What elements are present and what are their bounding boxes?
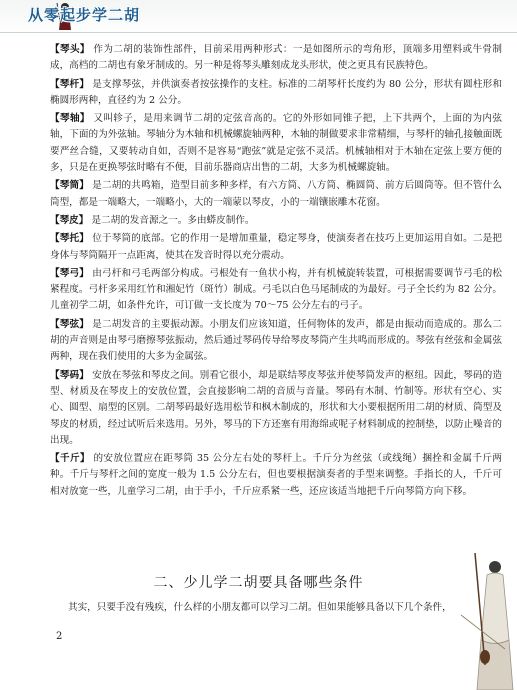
- paragraph-text: 是二胡的共鸣箱，造型目前多种多样，有六方筒、八方筒、椭圆筒、前方后圆筒等。但不管什么筒型，都是一端略大，一端略小，大的一端蒙以琴皮，小的一端镶嵌雕木花窗。: [50, 180, 502, 208]
- section-heading: 二、少儿学二胡要具备哪些条件: [153, 575, 364, 591]
- page-header: [0, 0, 517, 34]
- header-divider: [0, 32, 517, 33]
- paragraph-qinzhou: [50, 111, 502, 176]
- term-label: 【琴托】: [50, 233, 90, 245]
- term-label: 【琴轴】: [50, 113, 90, 125]
- term-label: 【琴头】: [50, 44, 90, 55]
- paragraph-qingong: [50, 266, 502, 315]
- term-label: 【琴码】: [50, 369, 90, 381]
- paragraph-qinma: [50, 368, 502, 449]
- term-label: 【琴皮】: [50, 214, 89, 226]
- paragraph-qintuo: [50, 231, 502, 264]
- term-label: 【琴弓】: [50, 267, 90, 279]
- body-text: [50, 42, 502, 502]
- paragraph-qianjin: [50, 451, 502, 500]
- paragraph-text: 安放在琴弦和琴皮之间。别看它很小，却是联结琴皮琴弦并使琴筒发声的枢纽。因此，琴码的造型、材质及在琴皮上的安放位置，会直接影响二胡的音质与音量。琴码有木制、竹制等。形状有空心、实心、圆型、扇型的区别。二胡琴码最好选用松节和枫木制成的，形状和大小要根据所用二胡的材质、筒型及琴皮的材质，经过试听后来选用。另外，琴马的下方还塞有用海绵或呢子材料制成的控制垫，以防止噪音的出现。: [50, 369, 502, 446]
- paragraph-text: 的安放位置应在距琴筒 35 公分左右处的琴杆上。千斤分为丝弦（或线绳）捆拴和金属千斤两种。千斤与琴杆之间的宽度一般为 1.5 公分左右，但也要根据演奏者的手型来调整。手指长的人，千斤可相对放宽一些，儿童学习二胡，由于手小，千斤应系紧一些，还应该适当地把千斤向琴筒方向下移。: [50, 453, 502, 497]
- paragraph-qinpi: [50, 213, 502, 229]
- series-title-banner: 从零起步学二胡: [28, 6, 141, 24]
- section-intro-text: 其实，只要手没有残疾，什么样的小朋友都可以学习二胡。但如果能够具备以下几个条件，: [68, 602, 452, 613]
- paragraph-qintou: [50, 42, 502, 75]
- term-label: 【琴杆】: [50, 78, 90, 90]
- paragraph-text: 位于琴筒的底部。它的作用一是增加重量，稳定琴身，使演奏者在技巧上更加运用自如。二是把身体与琴筒隔开一点距离，使其在发音时得以充分震动。: [50, 233, 502, 261]
- paragraph-qingan: [50, 77, 502, 110]
- term-label: 【千斤】: [50, 453, 90, 465]
- paragraph-text: 是二胡发音的主要振动源。小朋友们应该知道，任何物体的发声，都是由振动而造成的。那么二胡的声音则是由琴弓磨擦琴弦振动，然后通过琴码传导给琴皮琴筒产生共鸣而形成的。琴弦有丝弦和金属弦两种，现在我们使用的大多为金属弦。: [50, 318, 502, 363]
- paragraph-text: 是支撑琴弦，并供演奏者按弦操作的支柱。标准的二胡琴杆长度约为 80 公分，形状有圆柱形和椭圆形两种，直径约为 2 公分。: [50, 78, 502, 106]
- term-label: 【琴筒】: [50, 180, 90, 192]
- erhu-player-illustration-icon: [455, 545, 517, 690]
- paragraph-qintong: [50, 178, 502, 211]
- paragraph-text: 由弓杆和弓毛两部分构成。弓根处有一鱼状小构，并有机械旋转装置，可根据需要调节弓毛的松紧程度。弓杆多采用红竹和湘妃竹（斑竹）制成。弓毛以白色马尾制成的为最好。弓子全长约为 82 公分。儿童初学二胡，如条件允许，可订做一支长度为 70～75 公分左右的弓子。: [50, 267, 502, 312]
- term-label: 【琴弦】: [50, 318, 90, 330]
- page-number: 2: [56, 631, 63, 642]
- paragraph-text: 作为二胡的装饰性部件，目前采用两种形式：一是如图所示的弯角形，顶端多用塑料或牛骨制成，高档的二胡也有象牙制成的。另一种是将琴头雕刻成龙头形状，使之更具有民族特色。: [50, 44, 502, 72]
- paragraph-text: 是二胡的发音源之一。多由蟒皮制作。: [91, 214, 255, 226]
- paragraph-text: 又叫轸子，是用来调节二胡的定弦音高的。它的外形如同锥子把，上下共两个，上面的为内弦轴，下面的为外弦轴。琴轴分为木轴和机械螺旋轴两种，木轴的制做要求非常精细，与琴杆的轴孔接触面既要严丝合缝，又要转动自如，否则不是容易“跑弦”就是定弦不灵活。机械轴相对于木轴在定弦上要方便的多，只是在更换琴弦时略有不便，目前乐器商店出售的二胡，大多为机械螺旋轴。: [50, 113, 502, 174]
- paragraph-qinxian: [50, 317, 502, 366]
